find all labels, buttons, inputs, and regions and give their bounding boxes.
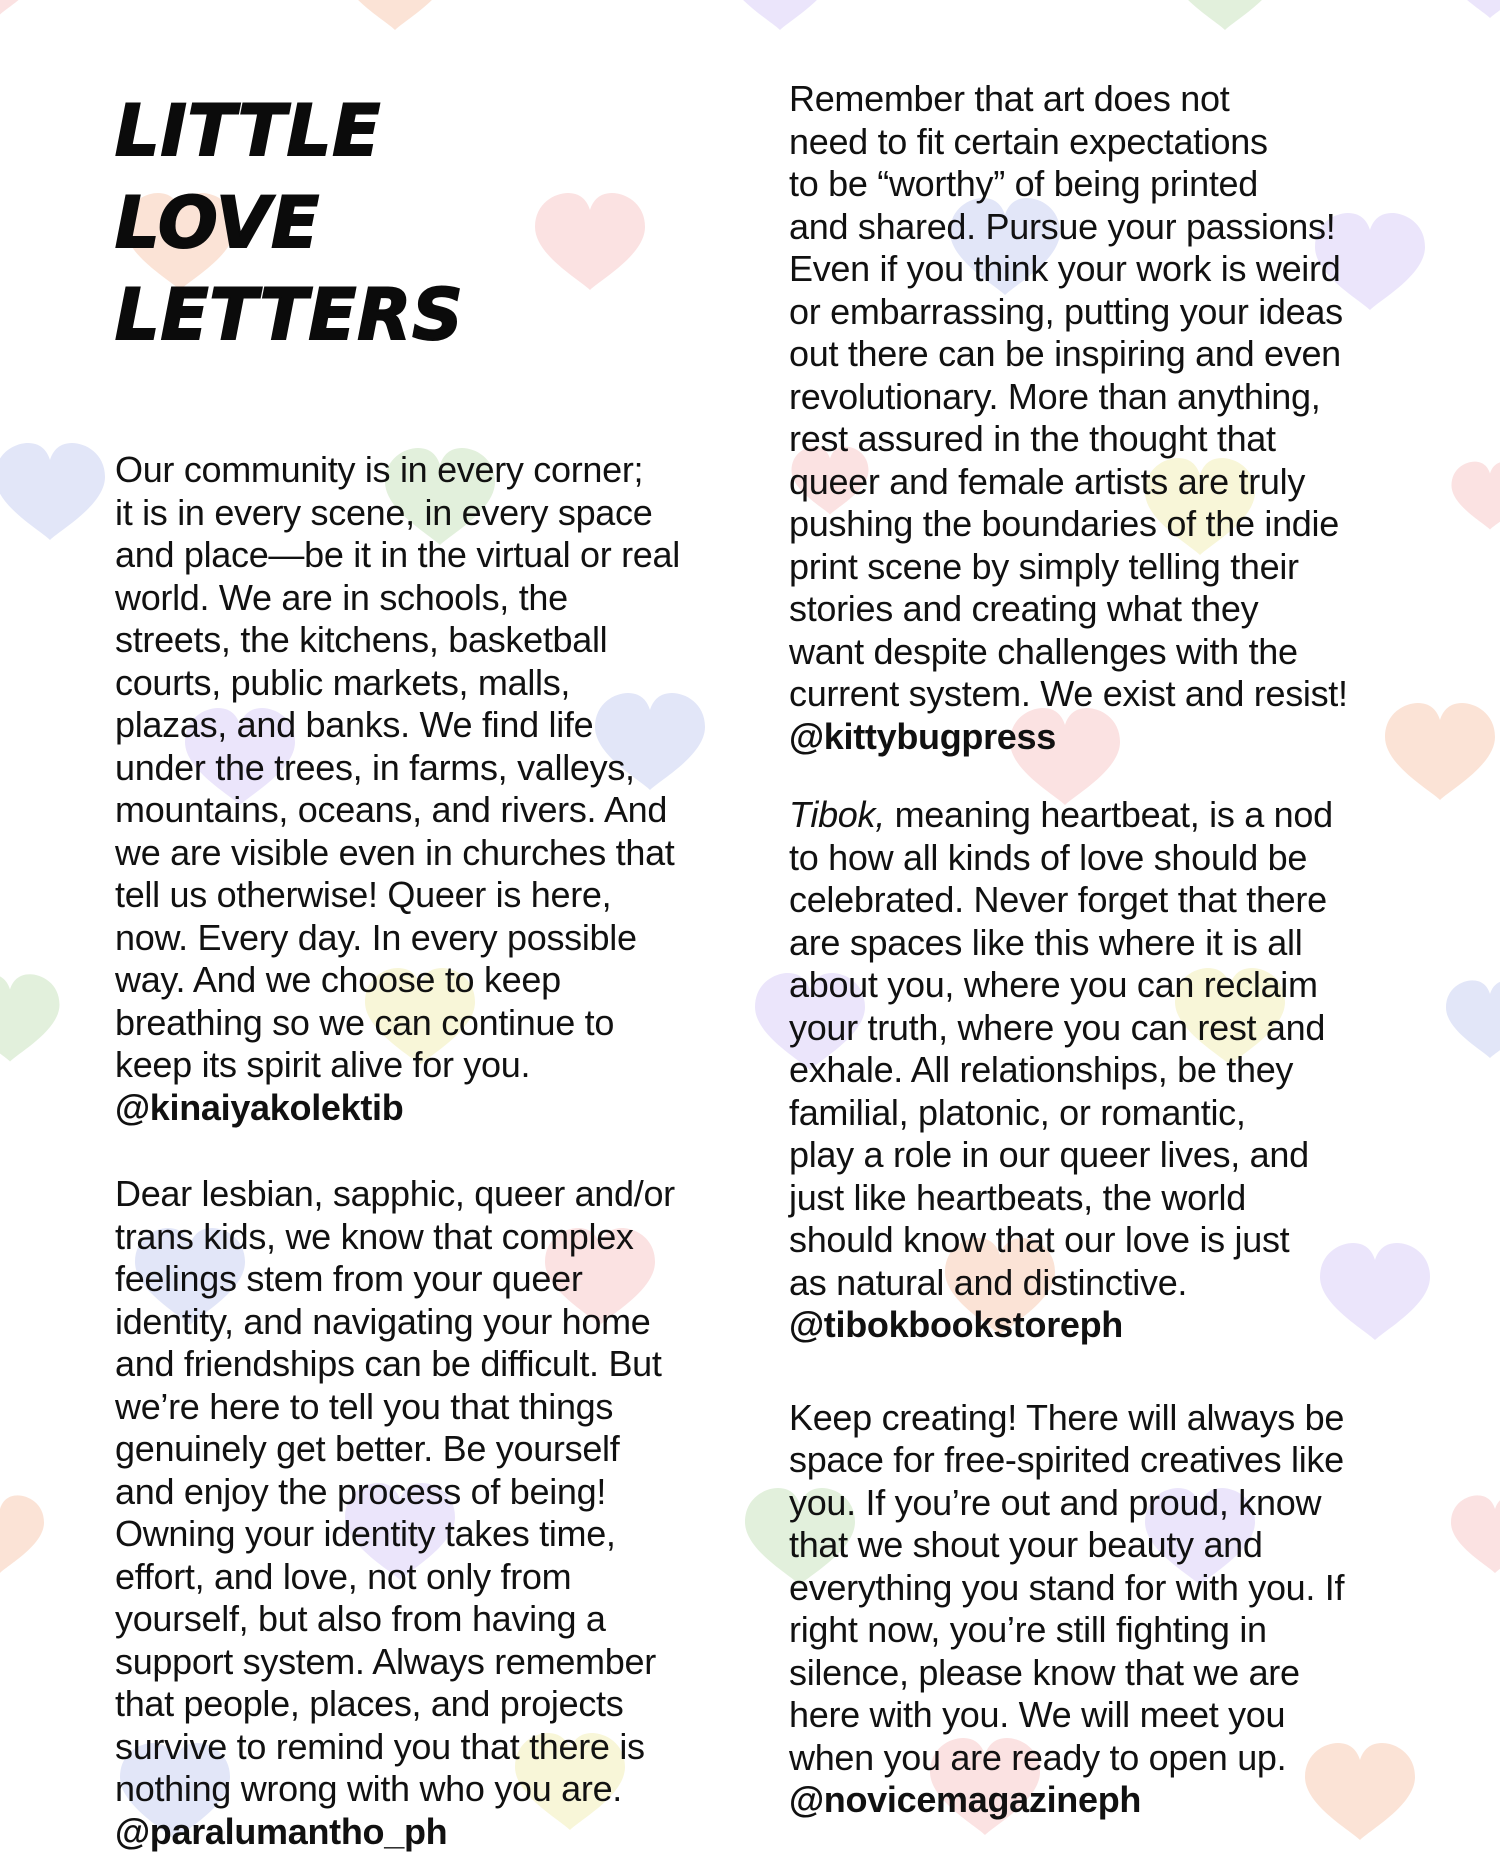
letter-line: identity, and navigating your home	[115, 1300, 651, 1342]
letter-line: are spaces like this where it is all	[789, 921, 1303, 963]
letter-line: stories and creating what they	[789, 588, 1259, 629]
letter-line: to how all kinds of love should be	[789, 836, 1308, 878]
letter-line-rest: meaning heartbeat, is a nod	[884, 794, 1333, 835]
heart-icon	[0, 0, 39, 14]
author-handle: @paralumantho_ph	[115, 1810, 448, 1852]
letter-line: Our community is in every corner;	[115, 449, 644, 490]
letter-line: about you, where you can reclaim	[789, 964, 1318, 1005]
letter-line: space for free-spirited creatives like	[789, 1439, 1344, 1480]
letter-line: out there can be inspiring and even	[789, 333, 1341, 374]
letter-line: just like heartbeats, the world	[789, 1176, 1246, 1218]
letter-line: or embarrassing, putting your ideas	[789, 290, 1343, 332]
letter-tibokbookstore	[789, 794, 1409, 1347]
letter-line: keep its spirit alive for you.	[115, 1044, 531, 1085]
letter-line: Owning your identity takes time,	[115, 1513, 616, 1554]
heart-icon	[725, 0, 835, 30]
title-line: LITTLE	[115, 90, 382, 172]
letter-line: familial, platonic, or romantic,	[789, 1091, 1246, 1133]
letter-line: nothing wrong with who you are.	[115, 1768, 623, 1809]
letter-line: should know that our love is just	[789, 1219, 1290, 1260]
heart-icon	[1446, 0, 1500, 18]
letter-line: and friendships can be difficult. But	[115, 1343, 662, 1384]
letter-line: yourself, but also from having a	[115, 1598, 606, 1639]
letter-line: under the trees, in farms, valleys,	[115, 746, 635, 788]
letter-line: Even if you think your work is weird	[789, 248, 1341, 289]
letter-line: right now, you’re still fighting in	[789, 1609, 1267, 1650]
letter-line: play a role in our queer lives, and	[789, 1134, 1309, 1175]
heart-icon	[340, 0, 450, 30]
letter-paralumantho	[115, 1173, 715, 1853]
author-handle: @tibokbookstoreph	[789, 1304, 1123, 1345]
letter-line: that people, places, and projects	[115, 1683, 624, 1724]
right-column	[789, 78, 1409, 1822]
heart-icon	[1451, 1495, 1500, 1573]
letter-line: and enjoy the process of being!	[115, 1470, 607, 1512]
tibok-word: Tibok,	[789, 794, 885, 835]
author-handle: @kinaiyakolektib	[115, 1086, 404, 1128]
letter-line: celebrated. Never forget that there	[789, 879, 1327, 920]
letter-line: you. If you’re out and proud, know	[789, 1481, 1322, 1523]
letter-line: when you are ready to open up.	[789, 1736, 1287, 1778]
letter-kinaiyakolektib	[115, 449, 715, 1129]
letter-line: feelings stem from your queer	[115, 1258, 583, 1299]
letter-line: to be “worthy” of being printed	[789, 163, 1258, 204]
letter-line: print scene by simply telling their	[789, 545, 1299, 587]
letter-line: streets, the kitchens, basketball	[115, 619, 608, 660]
letter-line: as natural and distinctive.	[789, 1261, 1188, 1303]
letter-line: exhale. All relationships, be they	[789, 1049, 1294, 1090]
letter-line: and shared. Pursue your passions!	[789, 205, 1336, 247]
left-column	[115, 85, 715, 1853]
letter-line: queer and female artists are truly	[789, 460, 1306, 502]
letter-line: Keep creating! There will always be	[789, 1396, 1345, 1438]
letter-line: rest assured in the thought that	[789, 418, 1276, 459]
letter-line	[789, 794, 1409, 837]
letter-line: and place—be it in the virtual or real	[115, 534, 680, 575]
letter-line: here with you. We will meet you	[789, 1694, 1286, 1735]
heart-icon	[0, 974, 60, 1061]
letter-line: silence, please know that we are	[789, 1651, 1300, 1693]
letter-line: genuinely get better. Be yourself	[115, 1428, 620, 1469]
title-line: LETTERS	[115, 274, 464, 356]
letter-line: revolutionary. More than anything,	[789, 375, 1321, 417]
title-line: LOVE	[115, 182, 321, 264]
letter-line: Remember that art does not	[789, 78, 1230, 119]
letter-line: need to fit certain expectations	[789, 120, 1268, 162]
letter-line: effort, and love, not only from	[115, 1555, 572, 1597]
letter-line: world. We are in schools, the	[115, 576, 568, 618]
letter-line: your truth, where you can rest and	[789, 1006, 1326, 1048]
letter-line: breathing so we can continue to	[115, 1001, 615, 1043]
letter-line: that we shout your beauty and	[789, 1524, 1263, 1565]
heart-icon	[0, 1495, 44, 1573]
letter-line: now. Every day. In every possible	[115, 916, 637, 958]
letter-line: everything you stand for with you. If	[789, 1566, 1345, 1608]
letter-line: it is in every scene, in every space	[115, 491, 653, 533]
letter-line: mountains, oceans, and rivers. And	[115, 789, 668, 830]
letter-line: trans kids, we know that complex	[115, 1215, 634, 1257]
heart-icon	[1446, 980, 1500, 1058]
page-title	[115, 85, 715, 361]
letter-line: way. And we choose to keep	[115, 959, 561, 1000]
letter-line: survive to remind you that there is	[115, 1725, 645, 1767]
author-handle: @kittybugpress	[789, 715, 1056, 757]
letter-line: courts, public markets, malls,	[115, 661, 571, 703]
letter-kittybugpress	[789, 78, 1409, 758]
letter-line: support system. Always remember	[115, 1640, 656, 1682]
letter-line: Dear lesbian, sapphic, queer and/or	[115, 1173, 675, 1214]
letter-line: plazas, and banks. We find life	[115, 704, 594, 745]
author-handle: @novicemagazineph	[789, 1779, 1142, 1820]
letter-line: we are visible even in churches that	[115, 831, 675, 873]
letter-line: want despite challenges with the	[789, 630, 1298, 672]
letter-line: we’re here to tell you that things	[115, 1385, 614, 1427]
letter-novicemagazine	[789, 1397, 1409, 1822]
letter-line: tell us otherwise! Queer is here,	[115, 874, 612, 915]
heart-icon	[1452, 462, 1500, 530]
heart-icon	[1170, 0, 1280, 30]
heart-icon	[0, 443, 105, 540]
letter-line: pushing the boundaries of the indie	[789, 503, 1339, 544]
letter-line: current system. We exist and resist!	[789, 673, 1348, 714]
